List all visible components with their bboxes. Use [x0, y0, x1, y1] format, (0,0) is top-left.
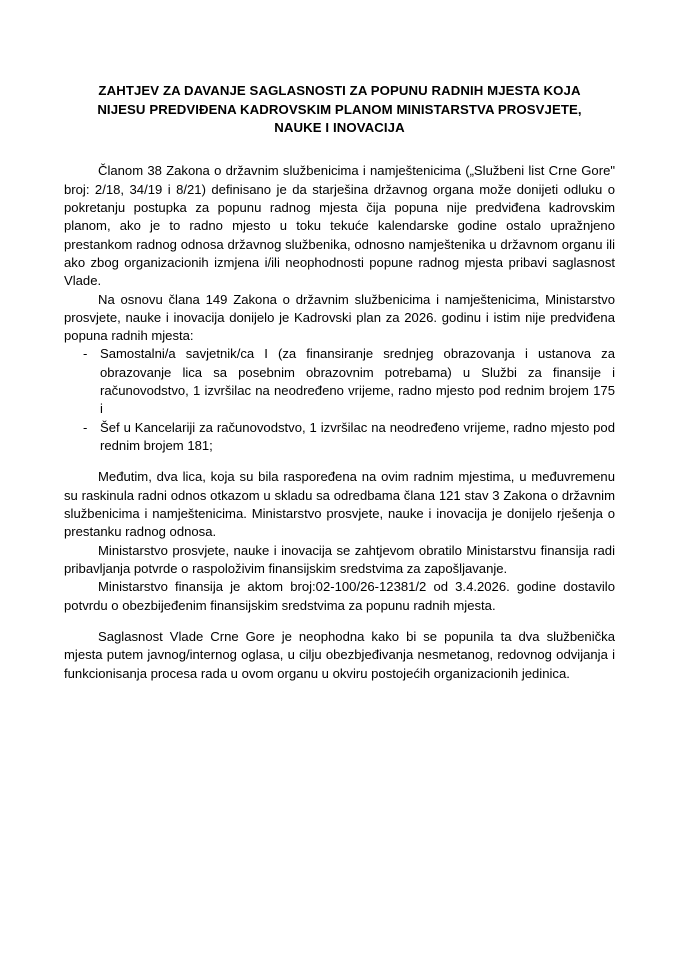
paragraph-employment-termination: Međutim, dva lica, koja su bila raspoređena na ovim radnim mjestima, u međuvremenu su raskinula radni odnos otkazom u skladu sa odredbama člana 121 stav 3 Zakona o državnim službenicima i namještenicima. Ministarstvo prosvjete, nauke i inovacija je donijelo rješenja o prestanku radnog odnosa. [64, 469, 615, 540]
page-title [64, 82, 615, 138]
dash-marker: - [83, 346, 88, 362]
list-item [64, 419, 615, 456]
paragraph-request-to-finance-ministry: Ministarstvo prosvjete, nauke i inovacija se zahtjevom obratilo Ministarstvu finansija radi pribavljanja potvrde o raspoloživim finansijskim sredstvima za zapošljavanje. [64, 542, 615, 577]
list-item-label: Šef u Kancelariji za računovodstvo, 1 izvršilac na neodređeno vrijeme, radno mjesto pod rednim brojem 181; [100, 419, 615, 454]
paragraph-staff-plan: Na osnovu člana 149 Zakona o državnim službenicima i namještenicima, Ministarstvo prosvjete, nauke i inovacija donijelo je Kadrovski plan za 2026. godinu i istim nije predviđena popuna radnih mjesta: [64, 291, 615, 344]
list-item-label: Samostalni/a savjetnik/ca I (za finansiranje srednjeg obrazovanja i ustanova za obrazovanje lica sa posebnim obrazovnim potrebama) u Službi za finansije i računovodstvo, 1 izvršilac na neodređeno vrijeme, radno mjesto pod rednim brojem 175 i [100, 346, 615, 417]
page-title-line-1: ZAHTJEV ZA DAVANJE SAGLASNOSTI ZA POPUNU RADNIH MJESTA KOJA [98, 83, 581, 98]
page-title-line-3: NAUKE I INOVACIJA [274, 120, 405, 136]
dash-marker: - [83, 419, 88, 435]
paragraph-government-consent: Saglasnost Vlade Crne Gore je neophodna kako bi se popunila ta dva službenička mjesta putem javnog/internog oglasa, u cilju obezbjeđivanja nesmetanog, redovnog odvijanja i funkcionisanja procesa rada u ovom organu u okviru postojećih organizacionih jedinica. [64, 629, 615, 681]
page-title-line-2: NIJESU PREDVIĐENA KADROVSKIM PLANOM MINISTARSTVA PROSVJETE, [97, 101, 582, 117]
list-item [64, 345, 615, 418]
vacant-positions-list [64, 345, 615, 455]
paragraph-finance-confirmation: Ministarstvo finansija je aktom broj:02-100/26-12381/2 od 3.4.2026. godine dostavilo potvrdu o obezbijeđenim finansijskim sredstvima za popunu radnih mjesta. [64, 579, 615, 613]
paragraph-legal-basis: Članom 38 Zakona o državnim službenicima i namještenicima („Službeni list Crne Gore" broj: 2/18, 34/19 i 8/21) definisano je da starješina državnog organa može donijeti odluku o pokretanju postupka za popunu radnog mjesta čija popuna nije predviđena kadrovskim planom, ako je to radno mjesto u toku tekuće kalendarske godine ostalo upražnjeno prestankom radnog odnosa državnog službenika, odnosno namještenika u državnom organu ili ako zbog organizacionih izmjena i/ili neophodnosti popune radnog mjesta pribavi saglasnost Vlade. [64, 163, 615, 289]
